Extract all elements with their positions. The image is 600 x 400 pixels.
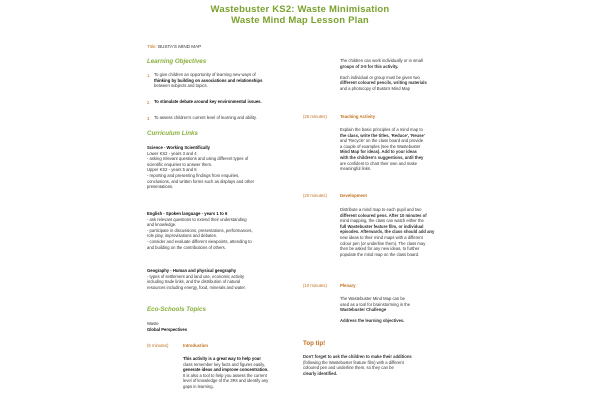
curriculum-links-heading: Curriculum Links <box>147 130 198 137</box>
objective-number: 3. <box>147 116 151 121</box>
lesson-title-label: Title: <box>147 44 157 49</box>
lesson-title-value: BUSTA'S MIND MAP <box>158 44 202 49</box>
development-heading: Development <box>340 193 367 198</box>
document-subtitle: Waste Mind Map Lesson Plan <box>231 15 369 26</box>
development-body: Distribute a mind map to each pupil and two different coloured pens. After 10 minutes of mind mapping, the class can watch either the full Wastebuster feature film, or individual episodes. Afterwards, the class should add any new ideas to their mind maps with a different colour pen (or underline them). The class may then be asked for any new ideas, to further populate the mind map on the class board. <box>340 207 435 257</box>
intro-time: (5 minutes) <box>147 343 169 348</box>
top-tip-heading: Top tip! <box>303 340 326 347</box>
english-link: English - Spoken language - years 1 to 6 - ask relevant questions to extend their understanding and knowledge. - participate in discussions, presentations, performances, role play, improvisations and debates. - consider and evaluate different viewpoints, attending to and building on the contributions of others. <box>147 211 253 250</box>
top-tip-body: Don't forget to ask the children to make their additions (following the Wastebuster feature film) with a different coloured pen and underline them, so they can be clearly identified. <box>303 354 412 376</box>
intro-body: This activity is a great way to help your class remember key facts and figures easily, generate ideas and improve concentration. It is also a tool to help you assess the current level of knowledge of the 3Rs and identify any gaps in learning. <box>183 356 269 389</box>
teaching-body: Explain the basic principles of a mind map to the class, write the titles, 'Reduce', 'Reuse' and 'Recycle' on the class board and provide a couple of examples (see the Wastebuster Mind Map for ideas). Add to your ideas with the children's suggestions, until they are confident to chart their own and make meaningful links. <box>340 127 425 172</box>
science-link: Science - Working Scientifically Lower KS2 - years 3 and 4 - asking relevant questions and using different types of scientific enquiries to answer them. Upper KS2 - years 5 and 6 - reporting and presenting findings from enquiries, conclusions, and written forms such as displays and other presentations. <box>147 145 255 190</box>
development-time: (20 minutes) <box>303 193 327 198</box>
grouping-info: The children can work individually or in small groups of 3-5 for this activity. Each individual or group must be given two different coloured pencils, writing materials and a photocopy of Busta's Mind Map <box>340 58 427 91</box>
objective-item: To assess children's current level of learning and ability. <box>154 115 257 120</box>
plenary-time: (10 minutes) <box>303 283 327 288</box>
plenary-heading: Plenary <box>340 283 356 288</box>
objective-number: 2. <box>147 100 151 105</box>
teaching-heading: Teaching Activity <box>340 114 376 119</box>
teaching-time: (25 minutes) <box>303 114 327 119</box>
lesson-title <box>147 44 201 49</box>
intro-heading: Introduction <box>183 343 209 348</box>
eco-schools-heading: Eco-Schools Topics <box>147 306 206 313</box>
objective-item: To stimulate debate around key environmental issues. <box>154 99 262 104</box>
objective-number: 1. <box>147 73 151 78</box>
eco-schools-topics: Waste Global Perspectives <box>147 321 188 332</box>
geography-link: Geography - Human and physical geography - types of settlement and land use, economic activity including trade links, and the distribution of natural resources including energy, food, minerals and water. <box>147 268 246 290</box>
document-title: Wastebuster KS2: Waste Minimisation <box>210 4 390 15</box>
learning-objectives-heading: Learning Objectives <box>147 58 207 65</box>
objective-item: To give children an opportunity of learning new ways of thinking by building on associations and relationships between subjects and topics. <box>154 72 263 89</box>
plenary-body: The Wastebuster Mind Map can be used as a tool for brainstorming in the Wastebuster Challenge Address the learning objectives. <box>340 296 411 324</box>
